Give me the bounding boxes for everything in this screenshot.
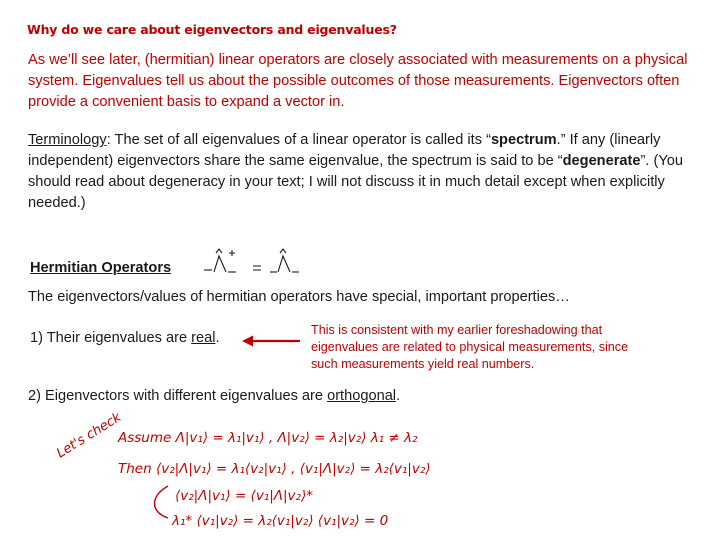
hermitian-formula — [200, 242, 310, 282]
spectrum-term: spectrum — [490, 132, 557, 148]
terminology-text-a: : The set of all eigenvalues of a linear operator is called its “ — [106, 132, 491, 148]
property-2-keyword: orthogonal — [327, 388, 397, 404]
proof-line-2: Then ⟨v₂|Λ|v₁⟩ = λ₁⟨v₂|v₁⟩ , ⟨v₁|Λ|v₂⟩ = λ₂⟨v₁|v₂⟩ — [118, 461, 431, 477]
proof-line-4: λ₁* ⟨v₁|v₂⟩ = λ₂⟨v₁|v₂⟩ ⟨v₁|v₂⟩ = 0 — [172, 513, 389, 529]
property-1-suffix: . — [215, 330, 220, 346]
property-1 — [30, 330, 220, 346]
hermitian-heading: Hermitian Operators — [30, 260, 172, 276]
property-2-suffix: . — [396, 388, 401, 404]
page-title: Why do we care about eigenvectors and eigenvalues? — [27, 22, 397, 37]
handwritten-proof — [0, 400, 720, 540]
consistency-note: This is consistent with my earlier foreshadowing that eigenvalues are related to physical measurements, since such measurements yield real numbers. — [311, 323, 629, 371]
lets-check-note: Let's check — [54, 410, 124, 462]
intro-paragraph: As we’ll see later, (hermitian) linear operators are closely associated with measurements on a physical system. Eigenvalues tell us about the possible outcomes of those measurements. Eigenvectors often provide a convenient basis to expand a vector in. — [28, 52, 688, 110]
proof-bracket — [155, 486, 169, 518]
proof-line-3: ⟨v₂|Λ|v₁⟩ = ⟨v₁|Λ|v₂⟩* — [175, 488, 313, 504]
property-1-keyword: real — [191, 330, 216, 346]
arrow-icon — [240, 334, 302, 348]
degenerate-term: degenerate — [562, 153, 641, 169]
proof-line-1: Assume Λ|v₁⟩ = λ₁|v₁⟩ , Λ|v₂⟩ = λ₂|v₂⟩ λ₁ ≠ λ₂ — [118, 430, 418, 446]
property-2-prefix: 2) Eigenvectors with different eigenvalues are — [28, 388, 328, 404]
terminology-paragraph — [28, 130, 700, 214]
hermitian-intro: The eigenvectors/values of hermitian operators have special, important properties… — [28, 289, 570, 305]
terminology-text-c: ”. (You should read about degeneracy in your text; I will not discuss it in much detail except when explicitly needed.) — [28, 153, 683, 211]
terminology-label: Terminology — [28, 132, 107, 148]
terminology-text-b: .” If any (linearly independent) eigenvectors share the same eigenvalue, the spectrum is said to be “ — [28, 132, 661, 169]
property-1-prefix: 1) Their eigenvalues are — [30, 330, 192, 346]
